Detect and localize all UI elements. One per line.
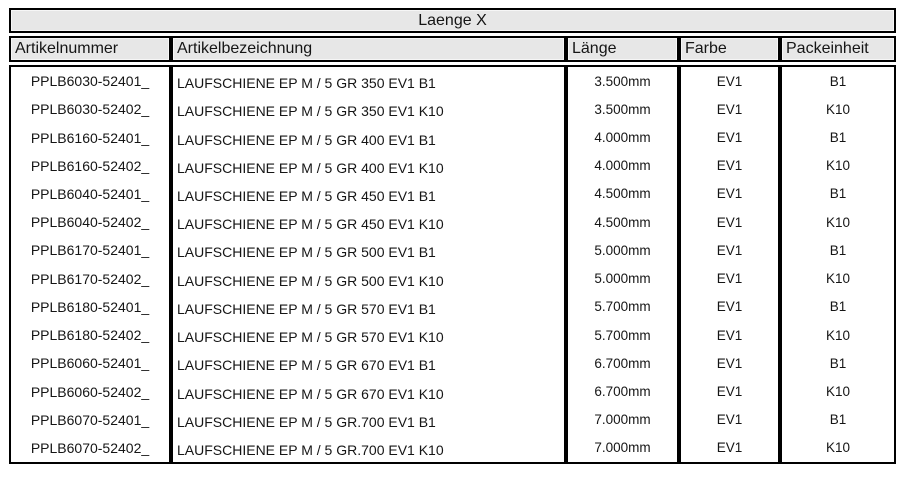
cell-packeinheit: K10 bbox=[825, 214, 851, 230]
cell-artikelnummer: PPLB6170-52402_ bbox=[30, 270, 150, 287]
column-artikelbezeichnung bbox=[171, 65, 566, 464]
cell-farbe: EV1 bbox=[716, 158, 743, 174]
cell-artikelbezeichnung: LAUFSCHIENE EP M / 5 GR 450 EV1 B1 bbox=[177, 187, 436, 204]
cell-artikelbezeichnung: LAUFSCHIENE EP M / 5 GR 500 EV1 B1 bbox=[177, 244, 436, 261]
cell-artikelnummer: PPLB6040-52402_ bbox=[30, 214, 150, 231]
cell-laenge: 7.000mm bbox=[594, 412, 651, 428]
product-table bbox=[9, 8, 896, 464]
cell-artikelbezeichnung: LAUFSCHIENE EP M / 5 GR 570 EV1 K10 bbox=[177, 329, 444, 346]
cell-artikelbezeichnung: LAUFSCHIENE EP M / 5 GR 450 EV1 K10 bbox=[177, 216, 444, 233]
cell-artikelnummer: PPLB6060-52401_ bbox=[30, 355, 150, 372]
cell-packeinheit: K10 bbox=[825, 327, 851, 343]
column-header-artikelbezeichnung: Artikelbezeichnung bbox=[171, 36, 566, 62]
table-body bbox=[9, 65, 896, 464]
cell-laenge: 3.500mm bbox=[594, 73, 651, 89]
cell-artikelbezeichnung: LAUFSCHIENE EP M / 5 GR 400 EV1 K10 bbox=[177, 159, 444, 176]
cell-packeinheit: B1 bbox=[829, 412, 847, 428]
cell-farbe: EV1 bbox=[716, 186, 743, 202]
cell-farbe: EV1 bbox=[716, 327, 743, 343]
cell-farbe: EV1 bbox=[716, 271, 743, 287]
cell-artikelbezeichnung: LAUFSCHIENE EP M / 5 GR 570 EV1 B1 bbox=[177, 300, 436, 317]
cell-laenge: 6.700mm bbox=[594, 355, 651, 371]
cell-artikelbezeichnung: LAUFSCHIENE EP M / 5 GR 400 EV1 B1 bbox=[177, 131, 436, 148]
cell-artikelbezeichnung: LAUFSCHIENE EP M / 5 GR 350 EV1 K10 bbox=[177, 103, 444, 120]
cell-farbe: EV1 bbox=[716, 242, 743, 258]
column-header-farbe: Farbe bbox=[679, 36, 780, 62]
cell-packeinheit: K10 bbox=[825, 440, 851, 456]
cell-artikelbezeichnung: LAUFSCHIENE EP M / 5 GR 670 EV1 B1 bbox=[177, 357, 436, 374]
cell-packeinheit: B1 bbox=[829, 299, 847, 315]
cell-artikelnummer: PPLB6040-52401_ bbox=[30, 185, 150, 202]
cell-artikelnummer: PPLB6180-52401_ bbox=[30, 298, 150, 315]
cell-laenge: 4.000mm bbox=[594, 130, 651, 146]
cell-laenge: 6.700mm bbox=[594, 384, 651, 400]
cell-packeinheit: B1 bbox=[829, 73, 847, 89]
cell-farbe: EV1 bbox=[716, 130, 743, 146]
cell-laenge: 7.000mm bbox=[594, 440, 651, 456]
cell-farbe: EV1 bbox=[716, 101, 743, 117]
cell-artikelnummer: PPLB6070-52401_ bbox=[30, 411, 150, 428]
cell-artikelbezeichnung: LAUFSCHIENE EP M / 5 GR.700 EV1 B1 bbox=[177, 413, 436, 430]
cell-laenge: 4.500mm bbox=[594, 186, 651, 202]
column-artikelnummer bbox=[9, 65, 171, 464]
cell-farbe: EV1 bbox=[716, 214, 743, 230]
cell-artikelnummer: PPLB6030-52401_ bbox=[30, 73, 150, 90]
cell-farbe: EV1 bbox=[716, 73, 743, 89]
cell-laenge: 5.700mm bbox=[594, 327, 651, 343]
cell-artikelbezeichnung: LAUFSCHIENE EP M / 5 GR 500 EV1 K10 bbox=[177, 272, 444, 289]
cell-packeinheit: B1 bbox=[829, 130, 847, 146]
cell-packeinheit: B1 bbox=[829, 355, 847, 371]
cell-artikelnummer: PPLB6060-52402_ bbox=[30, 383, 150, 400]
table-header-row bbox=[9, 36, 896, 62]
cell-artikelnummer: PPLB6180-52402_ bbox=[30, 327, 150, 344]
cell-artikelbezeichnung: LAUFSCHIENE EP M / 5 GR 350 EV1 B1 bbox=[177, 75, 436, 92]
cell-artikelnummer: PPLB6070-52402_ bbox=[30, 439, 150, 456]
cell-artikelnummer: PPLB6170-52401_ bbox=[30, 242, 150, 259]
column-laenge bbox=[566, 65, 679, 464]
table-title: Laenge X bbox=[9, 8, 896, 33]
cell-laenge: 5.000mm bbox=[594, 242, 651, 258]
cell-laenge: 3.500mm bbox=[594, 101, 651, 117]
cell-packeinheit: K10 bbox=[825, 158, 851, 174]
column-packeinheit bbox=[780, 65, 896, 464]
cell-packeinheit: B1 bbox=[829, 186, 847, 202]
cell-farbe: EV1 bbox=[716, 355, 743, 371]
column-header-packeinheit: Packeinheit bbox=[780, 36, 896, 62]
cell-artikelnummer: PPLB6030-52402_ bbox=[30, 101, 150, 118]
cell-artikelbezeichnung: LAUFSCHIENE EP M / 5 GR.700 EV1 K10 bbox=[177, 441, 444, 458]
cell-artikelnummer: PPLB6160-52401_ bbox=[30, 129, 150, 146]
cell-farbe: EV1 bbox=[716, 412, 743, 428]
cell-laenge: 5.000mm bbox=[594, 271, 651, 287]
cell-laenge: 4.500mm bbox=[594, 214, 651, 230]
cell-packeinheit: K10 bbox=[825, 384, 851, 400]
cell-packeinheit: K10 bbox=[825, 271, 851, 287]
cell-laenge: 5.700mm bbox=[594, 299, 651, 315]
cell-farbe: EV1 bbox=[716, 440, 743, 456]
column-header-laenge: Länge bbox=[566, 36, 679, 62]
cell-farbe: EV1 bbox=[716, 299, 743, 315]
cell-artikelnummer: PPLB6160-52402_ bbox=[30, 157, 150, 174]
cell-packeinheit: B1 bbox=[829, 242, 847, 258]
cell-farbe: EV1 bbox=[716, 384, 743, 400]
cell-laenge: 4.000mm bbox=[594, 158, 651, 174]
cell-artikelbezeichnung: LAUFSCHIENE EP M / 5 GR 670 EV1 K10 bbox=[177, 385, 444, 402]
column-header-artikelnummer: Artikelnummer bbox=[9, 36, 171, 62]
column-farbe bbox=[679, 65, 780, 464]
cell-packeinheit: K10 bbox=[825, 101, 851, 117]
